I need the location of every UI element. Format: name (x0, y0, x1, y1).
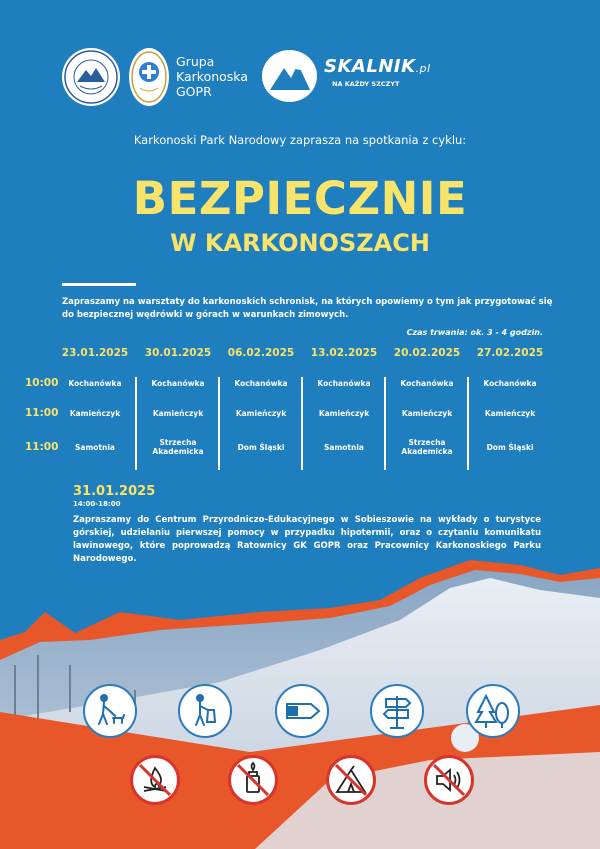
no-fire-icon (130, 755, 180, 805)
schedule-cell: Strzecha Akademicka (152, 438, 204, 456)
no-camping-icon (326, 755, 376, 805)
schedule-date: 20.02.2025 (393, 347, 461, 359)
schedule-cell: Kamieńczyk (69, 409, 121, 418)
schedule-cell: Dom Śląski (486, 443, 534, 452)
signpost-icon (370, 684, 424, 738)
schedule-cell: Kamieńczyk (401, 409, 453, 418)
schedule-cell: Kochanówka (400, 379, 454, 388)
skalnik-tagline: NA KAŻDY SZCZYT (332, 80, 400, 88)
schedule-time: 10:00 (25, 377, 59, 389)
schedule-cell: Samotnia (75, 443, 115, 452)
skalnik-mountain-logo (262, 50, 317, 102)
schedule-cell: Strzecha Akademicka (401, 438, 453, 456)
event-description: Zapraszamy do Centrum Przyrodniczo-Edukacyjnego w Sobieszowie na wykłady o turystyce górskiej, udzielaniu pierwszej pomocy w przypadku hipotermii, oraz o czytaniu komunikatu lawinowego, które poprowadzą Ratownicy GK GOPR oraz Pracownicy Karkonoskiego Parku Narodowego. (73, 515, 541, 564)
no-lighter-icon (228, 755, 278, 805)
skalnik-name: SKALNIK.pl (324, 56, 431, 77)
gopr-logo (129, 48, 169, 106)
gopr-name: Grupa Karkonoska GOPR (176, 54, 248, 99)
trail-marker-icon (275, 684, 329, 738)
schedule-date: 13.02.2025 (310, 347, 378, 359)
schedule-cell: Kamieńczyk (152, 409, 204, 418)
schedule-cell: Kochanówka (68, 379, 122, 388)
schedule-cell: Kamieńczyk (484, 409, 536, 418)
column-separator (218, 377, 220, 470)
schedule-cell: Kochanówka (234, 379, 288, 388)
duration: Czas trwania: ok. 3 - 4 godzin. (406, 328, 543, 337)
title-line-1: BEZPIECZNIE (132, 172, 468, 225)
no-noise-icon (424, 755, 474, 805)
event-time: 14:00-18:00 (73, 500, 121, 508)
title-line-2: W KARKONOSZACH (170, 229, 430, 257)
litter-disposal-icon (178, 684, 232, 738)
logo-bar (0, 46, 600, 108)
schedule-cell: Kamieńczyk (235, 409, 287, 418)
schedule-cell: Kamieńczyk (318, 409, 370, 418)
column-separator (384, 377, 386, 470)
schedule-cell: Kochanówka (151, 379, 205, 388)
event-date: 31.01.2025 (73, 484, 156, 499)
schedule-date: 23.01.2025 (61, 347, 129, 359)
schedule-cell: Dom Śląski (237, 443, 285, 452)
column-separator (301, 377, 303, 470)
schedule-time: 11:00 (25, 407, 59, 419)
schedule-table (0, 347, 600, 472)
schedule-date: 06.02.2025 (227, 347, 295, 359)
schedule-cell: Samotnia (324, 443, 364, 452)
schedule-time: 11:00 (25, 441, 59, 453)
trees-icon (466, 684, 520, 738)
column-separator (135, 377, 137, 470)
schedule-cell: Kochanówka (483, 379, 537, 388)
column-separator (467, 377, 469, 470)
workshop-description: Zapraszamy na warsztaty do karkonoskich schronisk, na których opowiemy o tym jak przygotować się do bezpiecznej wędrówki w górach w warunkach zimowych. (62, 297, 553, 320)
intro-text: Karkonoski Park Narodowy zaprasza na spotkania z cyklu: (133, 133, 467, 147)
kpn-logo (62, 48, 120, 106)
schedule-date: 30.01.2025 (144, 347, 212, 359)
schedule-date: 27.02.2025 (476, 347, 544, 359)
dog-walker-icon (83, 684, 137, 738)
schedule-cell: Kochanówka (317, 379, 371, 388)
divider (62, 283, 136, 286)
